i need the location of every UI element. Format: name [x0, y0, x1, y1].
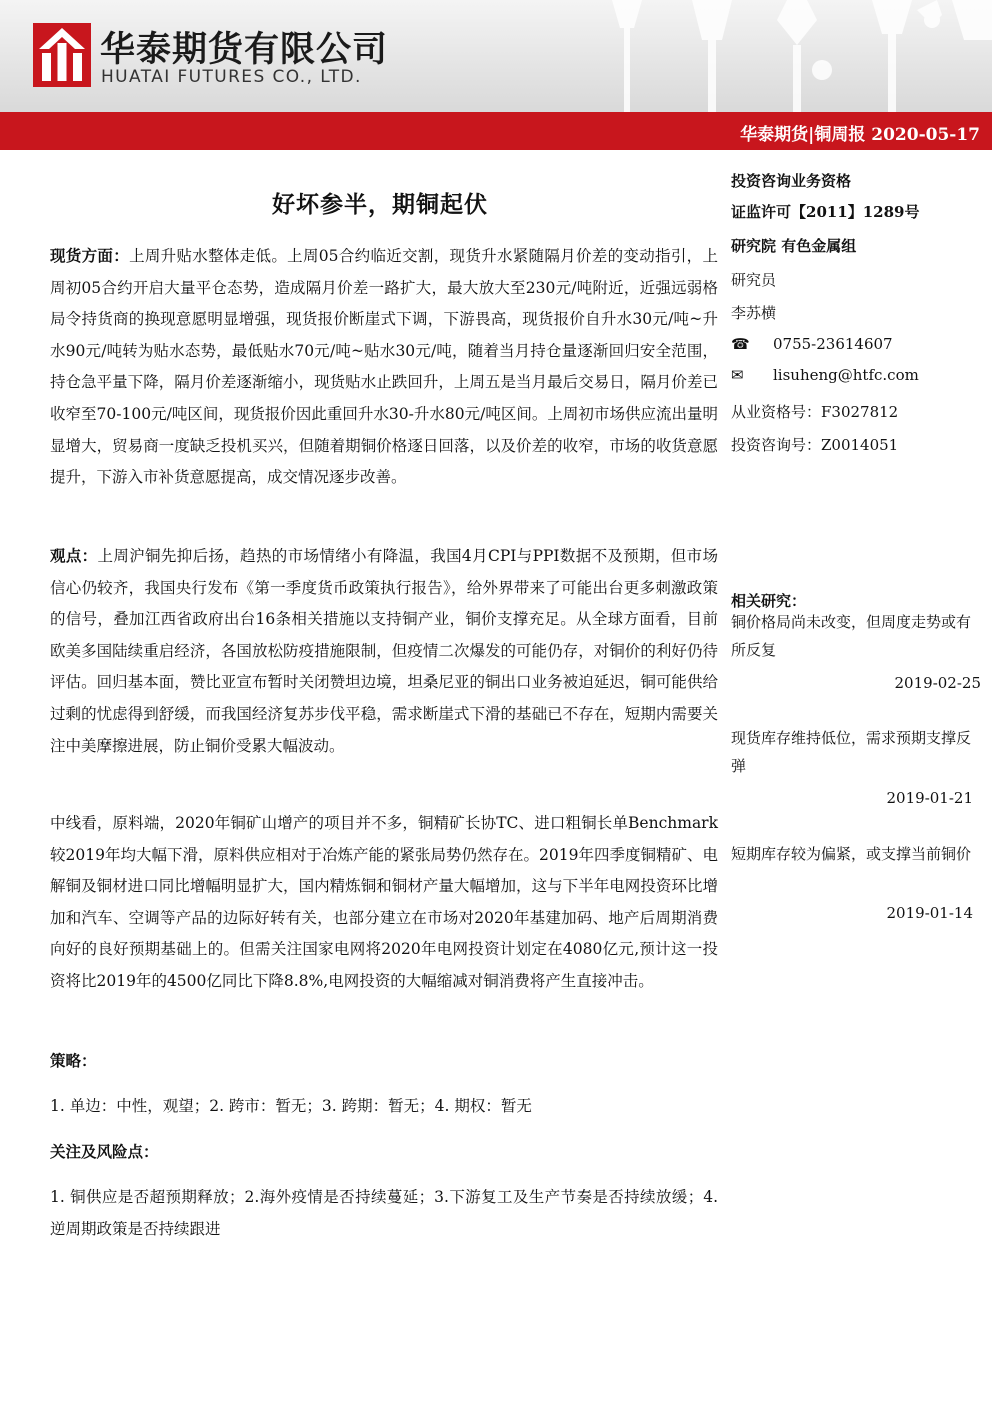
report-banner-text: 华泰期货|铜周报 2020-05-17 [740, 125, 980, 145]
department: 研究院 有色金属组 [731, 237, 857, 255]
related-item-1[interactable]: 铜价格局尚未改变，但周度走势或有所反复 [731, 613, 972, 659]
company-logo-icon [33, 23, 91, 87]
phone-icon: ☎ [731, 335, 750, 353]
author-role: 研究员 [731, 271, 777, 289]
license-number: 证监许可【2011】1289号 [731, 203, 920, 221]
qualification-title: 投资咨询业务资格 [731, 172, 852, 190]
company-name-cn: 华泰期货有限公司 [100, 30, 389, 70]
spot-label: 现货方面： [50, 246, 130, 265]
risk-heading: 关注及风险点： [50, 1142, 159, 1161]
phone-number: 0755-23614607 [773, 335, 893, 353]
consult-number: 投资咨询号：Z0014051 [731, 436, 899, 454]
strategy-text: 1. 单边：中性，观望；2. 跨市：暂无；3. 跨期：暂无；4. 期权：暂无 [50, 1097, 532, 1115]
company-name-en: HUATAI FUTURES CO., LTD. [101, 67, 362, 87]
view-text: 上周沪铜先抑后扬，趋热的市场情绪小有降温，我国4月CPI与PPI数据不及预期，但市场信心仍较齐，我国央行发布《第一季度货币政策执行报告》，给外界带来了可能出台更多刺激政策的信号，叠加江西省政府出台16条相关措施以支持铜产业，铜价支撑充足。从全球方面看，目前欧美多国陆续重启经济，各国放松防疫措施限制，但疫情二次爆发的可能仍存，对铜价的利好仍待评估。回归基本面，赞比亚宣布暂时关闭赞坦边境，坦桑尼亚的铜出口业务被迫延迟，铜可能供给过剩的忧虑得到舒缓，而我国经济复苏步伐平稳，需求断崖式下滑的基础已不存在，短期内需要关注中美摩擦进展，防止铜价受累大幅波动。 [50, 547, 718, 755]
related-item-2[interactable]: 现货库存维持低位，需求预期支撑反弹 [731, 729, 972, 775]
strategy-heading: 策略： [50, 1051, 97, 1070]
phone-row [731, 335, 893, 353]
author-name: 李苏横 [731, 304, 777, 322]
page-header [0, 0, 992, 112]
email-icon: ✉ [731, 366, 744, 384]
risk-text: 1. 铜供应是否超预期释放；2.海外疫情是否持续蔓延；3.下游复工及生产节奏是否持续放缓；4.逆周期政策是否持续跟进 [50, 1188, 718, 1238]
email-row [731, 366, 919, 384]
view-paragraph [50, 540, 718, 762]
email-address[interactable]: lisuheng@htfc.com [773, 366, 919, 384]
article-title: 好坏参半，期铜起伏 [272, 191, 488, 218]
report-banner [0, 112, 992, 150]
related-date-1: 2019-02-25 [894, 674, 981, 692]
spot-text: 上周升贴水整体走低。上周05合约临近交割，现货升水紧随隔月价差的变动指引，上周初05合约开启大量平仓态势，造成隔月价差一路扩大，最大放大至230元/吨附近，近强远弱格局令持货商的换现意愿明显增强，现货报价断崖式下调，下游畏高，现货报价自升水30元/吨~升水90元/吨转为贴水态势，最低贴水70元/吨~贴水30元/吨，随着当月持仓量逐渐回归安全范围，持仓急平量下降，隔月价差逐渐缩小，现货贴水止跌回升，上周五是当月最后交易日，隔月价差已收窄至70-100元/吨区间，现货报价因此重回升水30-升水80元/吨区间。上周初市场供应流出量明显增大，贸易商一度缺乏投机买兴，但随着期铜价格逐日回落，以及价差的收窄，市场的收货意愿提升，下游入市补货意愿提高，成交情况逐步改善。 [50, 247, 718, 487]
spot-paragraph [50, 240, 718, 494]
related-date-3: 2019-01-14 [886, 904, 973, 922]
related-item-3[interactable]: 短期库存较为偏紧，或支撑当前铜价 [731, 845, 972, 863]
certificate-number: 从业资格号：F3027812 [731, 403, 899, 421]
related-date-2: 2019-01-21 [886, 789, 973, 807]
header-decoration-icon [572, 0, 992, 112]
midterm-paragraph: 中线看，原料端，2020年铜矿山增产的项目并不多，铜精矿长协TC、进口粗铜长单Benchmark较2019年均大幅下滑，原料供应相对于冶炼产能的紧张局势仍然存在。2019年四季度铜精矿、电解铜及铜材进口同比增幅明显扩大，国内精炼铜和铜材产量大幅增加，这与下半年电网投资环比增加和汽车、空调等产品的边际好转有关，也部分建立在市场对2020年基建加码、地产后周期消费向好的良好预期基础上的。但需关注国家电网将2020年电网投资计划定在4080亿元,预计这一投资将比2019年的4500亿同比下降8.8%,电网投资的大幅缩减对铜消费将产生直接冲击。 [50, 814, 718, 990]
view-label: 观点： [50, 546, 98, 565]
related-research-title: 相关研究： [731, 592, 807, 610]
